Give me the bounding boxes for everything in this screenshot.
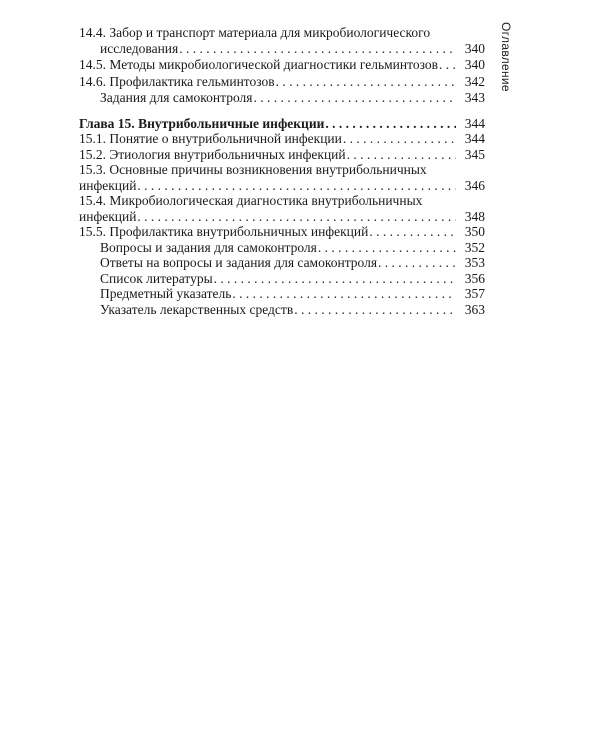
toc-page-number: 346 bbox=[464, 177, 485, 193]
toc-chapter-number: Глава 15. bbox=[79, 115, 135, 131]
dot-leader bbox=[318, 240, 456, 256]
toc-entry-number: 14.4. bbox=[79, 25, 106, 40]
toc-page-number: 363 bbox=[464, 301, 485, 317]
toc-entry-number: 15.1. bbox=[79, 131, 106, 146]
toc-entry bbox=[79, 147, 485, 163]
toc-page-number: 356 bbox=[464, 270, 485, 286]
toc-entry-title-line: Методы микробиологической диагностики гельминтозов bbox=[109, 57, 438, 72]
toc-page-number: 345 bbox=[464, 146, 485, 162]
toc-entry-number: 15.4. bbox=[79, 193, 106, 208]
toc-page-number: 343 bbox=[464, 90, 485, 105]
dot-leader bbox=[369, 224, 456, 240]
toc-entry bbox=[79, 90, 485, 106]
dot-leader bbox=[439, 57, 456, 73]
toc-entry bbox=[79, 57, 485, 73]
toc-entry-title-line: Понятие о внутрибольничной инфекции bbox=[109, 131, 342, 146]
toc-entry bbox=[79, 131, 485, 147]
running-header-label: Оглавление bbox=[499, 22, 513, 92]
toc-entry-title-line: Основные причины возникновения внутрибольничных bbox=[109, 162, 427, 177]
toc-entry-number: 15.5. bbox=[79, 224, 106, 239]
toc-entry bbox=[79, 302, 485, 318]
dot-leader bbox=[253, 90, 456, 106]
dot-leader bbox=[294, 302, 456, 318]
toc-page-number: 340 bbox=[464, 57, 485, 72]
dot-leader bbox=[232, 286, 456, 302]
toc-entry-title-line: Профилактика гельминтозов bbox=[109, 73, 275, 89]
dot-leader bbox=[343, 131, 456, 147]
toc-entry-title-line: Забор и транспорт материала для микробиологического bbox=[109, 25, 431, 40]
toc-entry-number: 14.5. bbox=[79, 57, 106, 72]
toc-entry bbox=[79, 240, 485, 256]
toc-entry-title-line: инфекций bbox=[79, 177, 137, 193]
toc-page-number: 344 bbox=[464, 115, 485, 131]
toc-entry bbox=[79, 193, 485, 224]
toc-entry-number: 15.2. bbox=[79, 146, 106, 162]
toc-entry-title-line: Задания для самоконтроля bbox=[100, 90, 253, 105]
toc-entry bbox=[79, 255, 485, 271]
toc-page-number: 344 bbox=[464, 131, 485, 146]
dot-leader bbox=[137, 178, 456, 194]
toc-entry-title-line: Профилактика внутрибольничных инфекций bbox=[109, 224, 369, 239]
toc-page-number: 353 bbox=[464, 255, 485, 270]
dot-leader bbox=[276, 74, 456, 90]
dot-leader bbox=[378, 255, 456, 271]
toc-entry bbox=[79, 25, 485, 56]
dot-leader bbox=[137, 209, 456, 225]
dot-leader bbox=[325, 116, 456, 132]
toc-page-number: 342 bbox=[464, 73, 485, 89]
toc-page-number: 340 bbox=[464, 40, 485, 56]
toc-entry-number: 14.6. bbox=[79, 73, 106, 89]
toc-entry bbox=[79, 271, 485, 287]
toc-page-number: 357 bbox=[464, 286, 485, 301]
toc-entry-title-line: Ответы на вопросы и задания для самоконтроля bbox=[100, 255, 378, 270]
toc-entry-title-line: Микробиологическая диагностика внутрибольничных bbox=[109, 193, 423, 208]
dot-leader bbox=[347, 147, 456, 163]
toc-entry bbox=[79, 74, 485, 90]
toc-chapter-entry bbox=[79, 116, 485, 132]
toc-entry-title-line: Указатель лекарственных средств bbox=[100, 301, 294, 317]
toc-entry-title-line: Предметный указатель bbox=[100, 286, 232, 301]
toc-entry-title-line: Список литературы bbox=[100, 270, 213, 286]
toc-chapter-title: Внутрибольничные инфекции bbox=[138, 115, 325, 131]
toc-page-number: 350 bbox=[464, 224, 485, 239]
dot-leader bbox=[179, 41, 456, 57]
toc-entry-title-line: инфекций bbox=[79, 208, 137, 224]
toc-entry bbox=[79, 224, 485, 240]
toc-entry-number: 15.3. bbox=[79, 162, 106, 177]
toc-entry-title-line: исследования bbox=[100, 40, 179, 56]
toc-entry-title-line: Этиология внутрибольничных инфекций bbox=[109, 146, 346, 162]
toc-page-number: 348 bbox=[464, 208, 485, 224]
table-of-contents bbox=[79, 25, 485, 317]
dot-leader bbox=[214, 271, 456, 287]
toc-entry-title-line: Вопросы и задания для самоконтроля bbox=[100, 239, 317, 255]
toc-entry bbox=[79, 286, 485, 302]
toc-entry bbox=[79, 162, 485, 193]
toc-page-number: 352 bbox=[464, 239, 485, 255]
